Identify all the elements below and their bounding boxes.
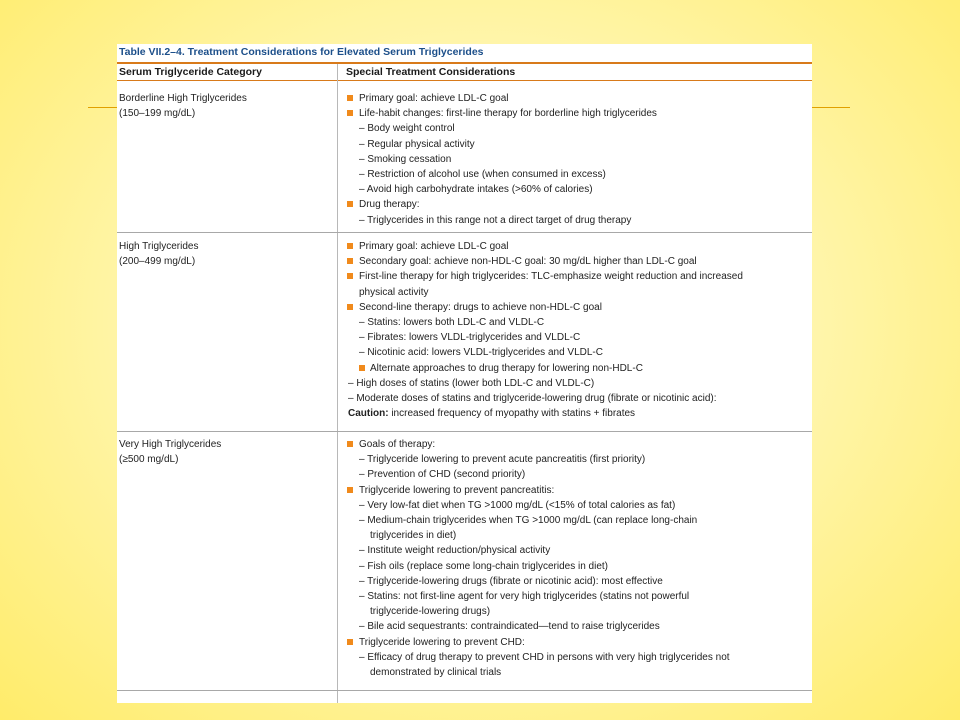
continuation-line: triglycerides in diet): [370, 530, 457, 542]
row-divider: [117, 431, 812, 432]
dash-item: – Institute weight reduction/physical activity: [359, 545, 551, 557]
square-bullet-icon: [347, 201, 353, 207]
bullet-item: [346, 269, 806, 284]
dash-item: – Statins: lowers both LDL-C and VLDL-C: [359, 317, 545, 329]
square-bullet-icon: [347, 639, 353, 645]
category-high: [119, 239, 198, 269]
bullet-text: Alternate approaches to drug therapy for lowering non-HDL-C: [370, 362, 643, 374]
caution-label: Caution:: [348, 408, 389, 420]
considerations-list: [346, 437, 806, 680]
square-bullet-icon: [347, 95, 353, 101]
dash-item: – Moderate doses of statins and triglyceride-lowering drug (fibrate or nicotinic acid):: [348, 393, 717, 405]
square-bullet-icon: [347, 258, 353, 264]
bullet-item: [346, 300, 806, 315]
dash-item: – Medium-chain triglycerides when TG >1000 mg/dL (can replace long-chain: [359, 515, 698, 527]
bullet-item: [346, 197, 806, 212]
bullet-item: [346, 483, 806, 498]
square-bullet-icon: [347, 441, 353, 447]
category-borderline-high: [119, 91, 247, 121]
dash-item: – High doses of statins (lower both LDL-C and VLDL-C): [348, 377, 595, 389]
caution-note: [346, 406, 806, 421]
title-rule: [117, 62, 812, 64]
category-range: (150–199 mg/dL): [119, 108, 196, 120]
caution-text: increased frequency of myopathy with statins + fibrates: [388, 408, 636, 420]
dash-item: – Very low-fat diet when TG >1000 mg/dL (<15% of total calories as fat): [359, 499, 676, 511]
column-header-category: Serum Triglyceride Category: [119, 66, 262, 78]
bullet-item: [346, 239, 806, 254]
column-divider: [337, 64, 338, 703]
continuation-line: demonstrated by clinical trials: [370, 667, 502, 679]
row-divider: [117, 690, 812, 691]
table-title: Table VII.2–4. Treatment Considerations for Elevated Serum Triglycerides: [119, 46, 484, 58]
considerations-list: [346, 91, 806, 228]
continuation-line: triglyceride-lowering drugs): [370, 606, 491, 618]
category-name: High Triglycerides: [119, 241, 199, 252]
category-name: Very High Triglycerides: [119, 439, 222, 450]
bullet-item: [346, 254, 806, 269]
bullet-text: Drug therapy:: [359, 199, 420, 211]
dash-item: – Avoid high carbohydrate intakes (>60% of calories): [359, 184, 593, 196]
dash-item: – Prevention of CHD (second priority): [359, 469, 526, 481]
category-range: (≥500 mg/dL): [119, 454, 179, 466]
bullet-item: [346, 635, 806, 650]
bullet-text: Secondary goal: achieve non-HDL-C goal: 30 mg/dL higher than LDL-C goal: [359, 256, 697, 268]
dash-item: – Efficacy of drug therapy to prevent CHD in persons with very high triglycerides not: [359, 651, 730, 663]
bullet-text: Primary goal: achieve LDL-C goal: [359, 93, 509, 104]
dash-item: – Smoking cessation: [359, 153, 452, 165]
column-header-considerations: Special Treatment Considerations: [346, 66, 516, 78]
dash-item: – Bile acid sequestrants: contraindicated—tend to raise triglycerides: [359, 621, 660, 633]
bullet-text: Second-line therapy: drugs to achieve non-HDL-C goal: [359, 301, 602, 313]
bullet-item: [346, 106, 806, 121]
slide-accent-line-right: [812, 107, 850, 108]
dash-item: – Statins: not first-line agent for very high triglycerides (statins not powerful: [359, 591, 690, 603]
category-range: (200–499 mg/dL): [119, 256, 196, 268]
square-bullet-icon: [347, 273, 353, 279]
header-rule: [117, 80, 812, 81]
row-divider: [117, 232, 812, 233]
category-name: Borderline High Triglycerides: [119, 93, 247, 104]
square-bullet-icon: [347, 243, 353, 249]
bullet-text: Triglyceride lowering to prevent pancreatitis:: [359, 484, 555, 496]
dash-item: – Nicotinic acid: lowers VLDL-triglycerides and VLDL-C: [359, 347, 603, 359]
slide-accent-line-left: [88, 107, 118, 108]
dash-item: – Triglyceride-lowering drugs (fibrate or nicotinic acid): most effective: [359, 575, 663, 587]
dash-item: – Body weight control: [359, 123, 455, 135]
category-very-high: [119, 437, 221, 467]
table-image-panel: [117, 44, 812, 703]
dash-item: – Triglyceride lowering to prevent acute pancreatitis (first priority): [359, 454, 646, 466]
bullet-text: Triglyceride lowering to prevent CHD:: [359, 636, 525, 648]
bullet-text: Life-habit changes: first-line therapy for borderline high triglycerides: [359, 108, 657, 120]
dash-item: – Restriction of alcohol use (when consumed in excess): [359, 169, 606, 181]
square-bullet-icon: [347, 487, 353, 493]
bullet-item: [346, 91, 806, 106]
dash-item: – Fibrates: lowers VLDL-triglycerides and VLDL-C: [359, 332, 581, 344]
square-bullet-icon: [359, 365, 365, 371]
bullet-text: First-line therapy for high triglycerides: TLC-emphasize weight reduction and increased: [359, 271, 743, 283]
bullet-text: Primary goal: achieve LDL-C goal: [359, 241, 509, 252]
bullet-text: Goals of therapy:: [359, 439, 436, 450]
considerations-list: [346, 239, 806, 421]
bullet-item: [346, 437, 806, 452]
dash-item: – Triglycerides in this range not a direct target of drug therapy: [359, 214, 632, 226]
dash-item: – Regular physical activity: [359, 138, 475, 150]
dash-item: – Fish oils (replace some long-chain triglycerides in diet): [359, 560, 608, 572]
continuation-line: physical activity: [359, 286, 429, 298]
square-bullet-icon: [347, 110, 353, 116]
bullet-item: [346, 361, 806, 376]
square-bullet-icon: [347, 304, 353, 310]
